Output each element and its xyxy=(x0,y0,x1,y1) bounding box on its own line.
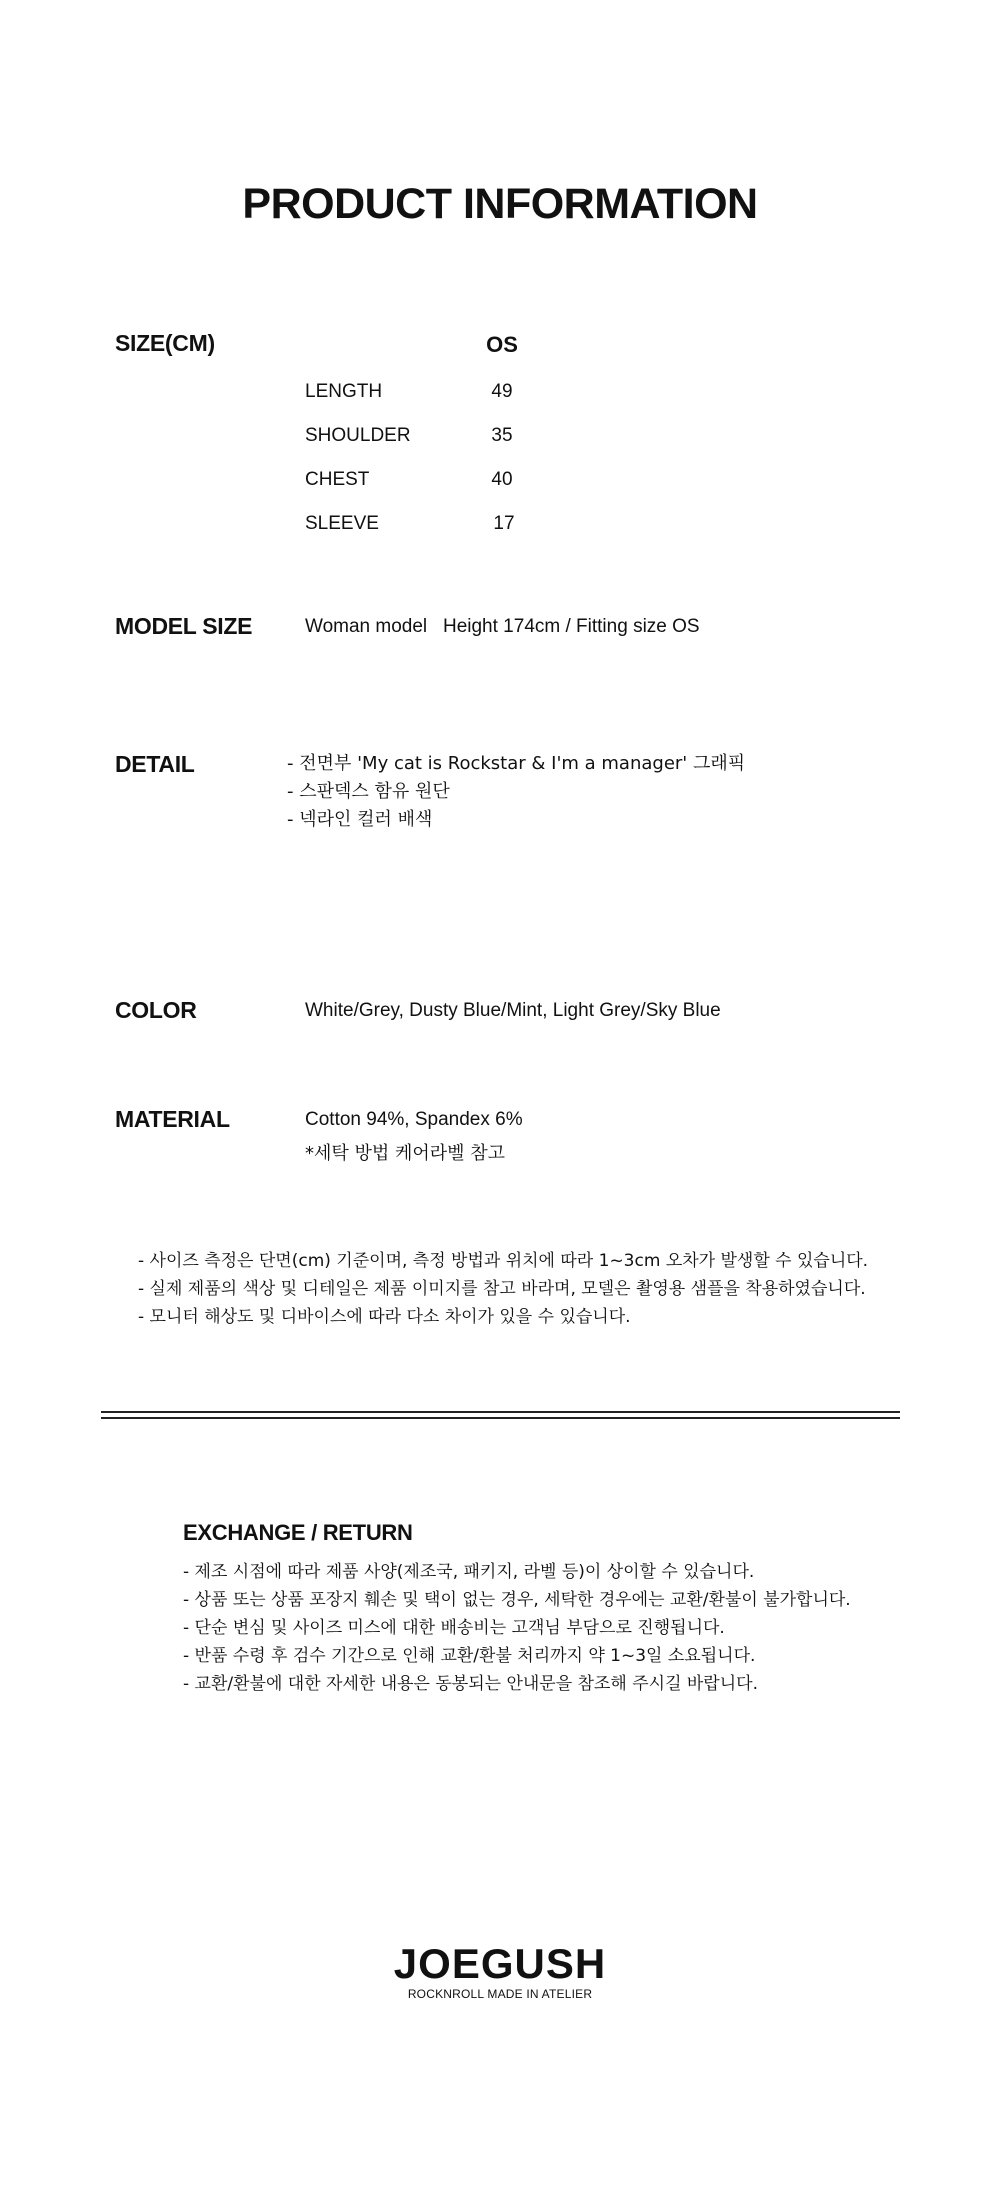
size-row-name: LENGTH xyxy=(305,381,383,402)
list-item: - 전면부 'My cat is Rockstar & I'm a manager' 그래픽 xyxy=(287,753,746,774)
material-care-note: *세탁 방법 케어라벨 참고 xyxy=(305,1143,506,1164)
list-item: - 넥라인 컬러 배색 xyxy=(287,809,433,830)
brand-tagline: ROCKNROLL MADE IN ATELIER xyxy=(407,1987,593,2001)
notice-list xyxy=(138,1247,868,1331)
size-row-value: 17 xyxy=(493,513,515,534)
size-row-name: CHEST xyxy=(305,469,370,490)
size-row-name: SLEEVE xyxy=(305,513,379,534)
size-row-value: 35 xyxy=(491,425,513,446)
size-column-header: OS xyxy=(486,332,518,357)
material-label: MATERIAL xyxy=(115,1106,230,1132)
color-text: White/Grey, Dusty Blue/Mint, Light Grey/Sky Blue xyxy=(305,1000,721,1021)
model-size-text: Woman model Height 174cm / Fitting size OS xyxy=(305,616,700,637)
size-row-value: 49 xyxy=(491,381,513,402)
list-item: - 단순 변심 및 사이즈 미스에 대한 배송비는 고객님 부담으로 진행됩니다. xyxy=(183,1618,725,1638)
list-item: - 교환/환불에 대한 자세한 내용은 동봉되는 안내문을 참조해 주시길 바랍니다. xyxy=(183,1674,758,1694)
model-size-label: MODEL SIZE xyxy=(115,613,253,639)
list-item: - 모니터 해상도 및 디바이스에 따라 다소 차이가 있을 수 있습니다. xyxy=(138,1307,631,1327)
exchange-list xyxy=(183,1558,851,1698)
size-row-value: 40 xyxy=(491,469,513,490)
material-text: Cotton 94%, Spandex 6% xyxy=(305,1109,523,1130)
list-item: - 사이즈 측정은 단면(cm) 기준이며, 측정 방법과 위치에 따라 1~3cm 오차가 발생할 수 있습니다. xyxy=(138,1251,869,1271)
list-item: - 스판덱스 함유 원단 xyxy=(287,781,450,802)
brand-logo: JOEGUSH xyxy=(393,1940,607,1987)
list-item: - 반품 수령 후 검수 기간으로 인해 교환/환불 처리까지 약 1~3일 소요됩니다. xyxy=(183,1646,756,1666)
exchange-title: EXCHANGE / RETURN xyxy=(183,1520,413,1545)
list-item: - 상품 또는 상품 포장지 훼손 및 택이 없는 경우, 세탁한 경우에는 교환/환불이 불가합니다. xyxy=(183,1590,851,1610)
divider-bottom-line xyxy=(101,1417,900,1419)
detail-label: DETAIL xyxy=(115,751,195,777)
size-row-name: SHOULDER xyxy=(305,425,411,446)
divider-top-line xyxy=(101,1411,900,1413)
color-label: COLOR xyxy=(115,997,197,1023)
detail-list xyxy=(287,750,745,834)
page-title: PRODUCT INFORMATION xyxy=(242,180,758,228)
list-item: - 실제 제품의 색상 및 디테일은 제품 이미지를 참고 바라며, 모델은 촬영용 샘플을 착용하였습니다. xyxy=(138,1279,866,1299)
size-label: SIZE(CM) xyxy=(115,330,215,356)
list-item: - 제조 시점에 따라 제품 사양(제조국, 패키지, 라벨 등)이 상이할 수 있습니다. xyxy=(183,1562,755,1582)
